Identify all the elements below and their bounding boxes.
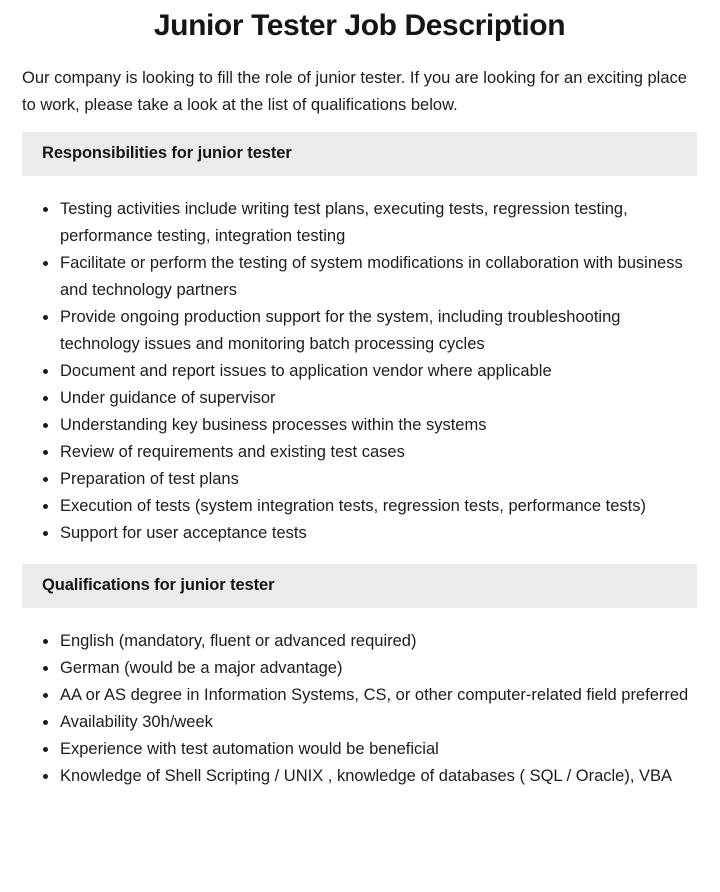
responsibilities-list: [22, 196, 697, 547]
list-item: [60, 628, 697, 655]
list-item: [60, 412, 697, 439]
bullet-dot-icon: [43, 207, 48, 212]
list-item: [60, 439, 697, 466]
list-item-text: Document and report issues to application vendor where applicable: [60, 362, 552, 380]
bullet-dot-icon: [43, 450, 48, 455]
list-item: [60, 493, 697, 520]
bullet-dot-icon: [43, 774, 48, 779]
section-heading: Qualifications for junior tester: [42, 576, 275, 594]
list-item-text: Facilitate or perform the testing of system modifications in collaboration with business and technology partners: [60, 254, 683, 299]
list-item-text: English (mandatory, fluent or advanced required): [60, 632, 417, 650]
list-item: [60, 736, 697, 763]
list-item-text: Understanding key business processes within the systems: [60, 416, 487, 434]
bullet-dot-icon: [43, 423, 48, 428]
bullet-dot-icon: [43, 261, 48, 266]
section-header-responsibilities: [22, 132, 697, 176]
section-heading: Responsibilities for junior tester: [42, 144, 292, 162]
section-header-qualifications: [22, 564, 697, 608]
list-item-text: Preparation of test plans: [60, 470, 239, 488]
list-item-text: German (would be a major advantage): [60, 659, 343, 677]
list-item: [60, 466, 697, 493]
list-item-text: Availability 30h/week: [60, 713, 213, 731]
list-item: [60, 763, 697, 790]
bullet-dot-icon: [43, 369, 48, 374]
bullet-dot-icon: [43, 477, 48, 482]
list-item: [60, 655, 697, 682]
bullet-dot-icon: [43, 531, 48, 536]
bullet-dot-icon: [43, 504, 48, 509]
bullet-dot-icon: [43, 639, 48, 644]
bullet-dot-icon: [43, 747, 48, 752]
list-item-text: AA or AS degree in Information Systems, CS, or other computer-related field preferred: [60, 686, 689, 704]
list-item-text: Execution of tests (system integration tests, regression tests, performance tests): [60, 497, 646, 515]
bullet-dot-icon: [43, 720, 48, 725]
list-item-text: Under guidance of supervisor: [60, 389, 276, 407]
bullet-dot-icon: [43, 693, 48, 698]
list-item-text: Support for user acceptance tests: [60, 524, 307, 542]
list-item-text: Review of requirements and existing test cases: [60, 443, 405, 461]
qualifications-list: [22, 628, 697, 790]
list-item-text: Testing activities include writing test plans, executing tests, regression testing, performance testing, integration testing: [60, 200, 628, 245]
list-item: [60, 250, 697, 304]
list-item: [60, 682, 697, 709]
bullet-dot-icon: [43, 315, 48, 320]
list-item: [60, 358, 697, 385]
list-item: [60, 304, 697, 358]
bullet-dot-icon: [43, 666, 48, 671]
list-item: [60, 520, 697, 547]
list-item-text: Experience with test automation would be beneficial: [60, 740, 439, 758]
intro-paragraph: Our company is looking to fill the role of junior tester. If you are looking for an exciting place to work, please take a look at the list of qualifications below.: [22, 69, 687, 114]
list-item-text: Provide ongoing production support for the system, including troubleshooting technology issues and monitoring batch processing cycles: [60, 308, 621, 353]
list-item: [60, 196, 697, 250]
list-item: [60, 385, 697, 412]
bullet-dot-icon: [43, 396, 48, 401]
list-item-text: Knowledge of Shell Scripting / UNIX , knowledge of databases ( SQL / Oracle), VBA: [60, 767, 673, 785]
list-item: [60, 709, 697, 736]
page-title: Junior Tester Job Description: [153, 9, 566, 42]
